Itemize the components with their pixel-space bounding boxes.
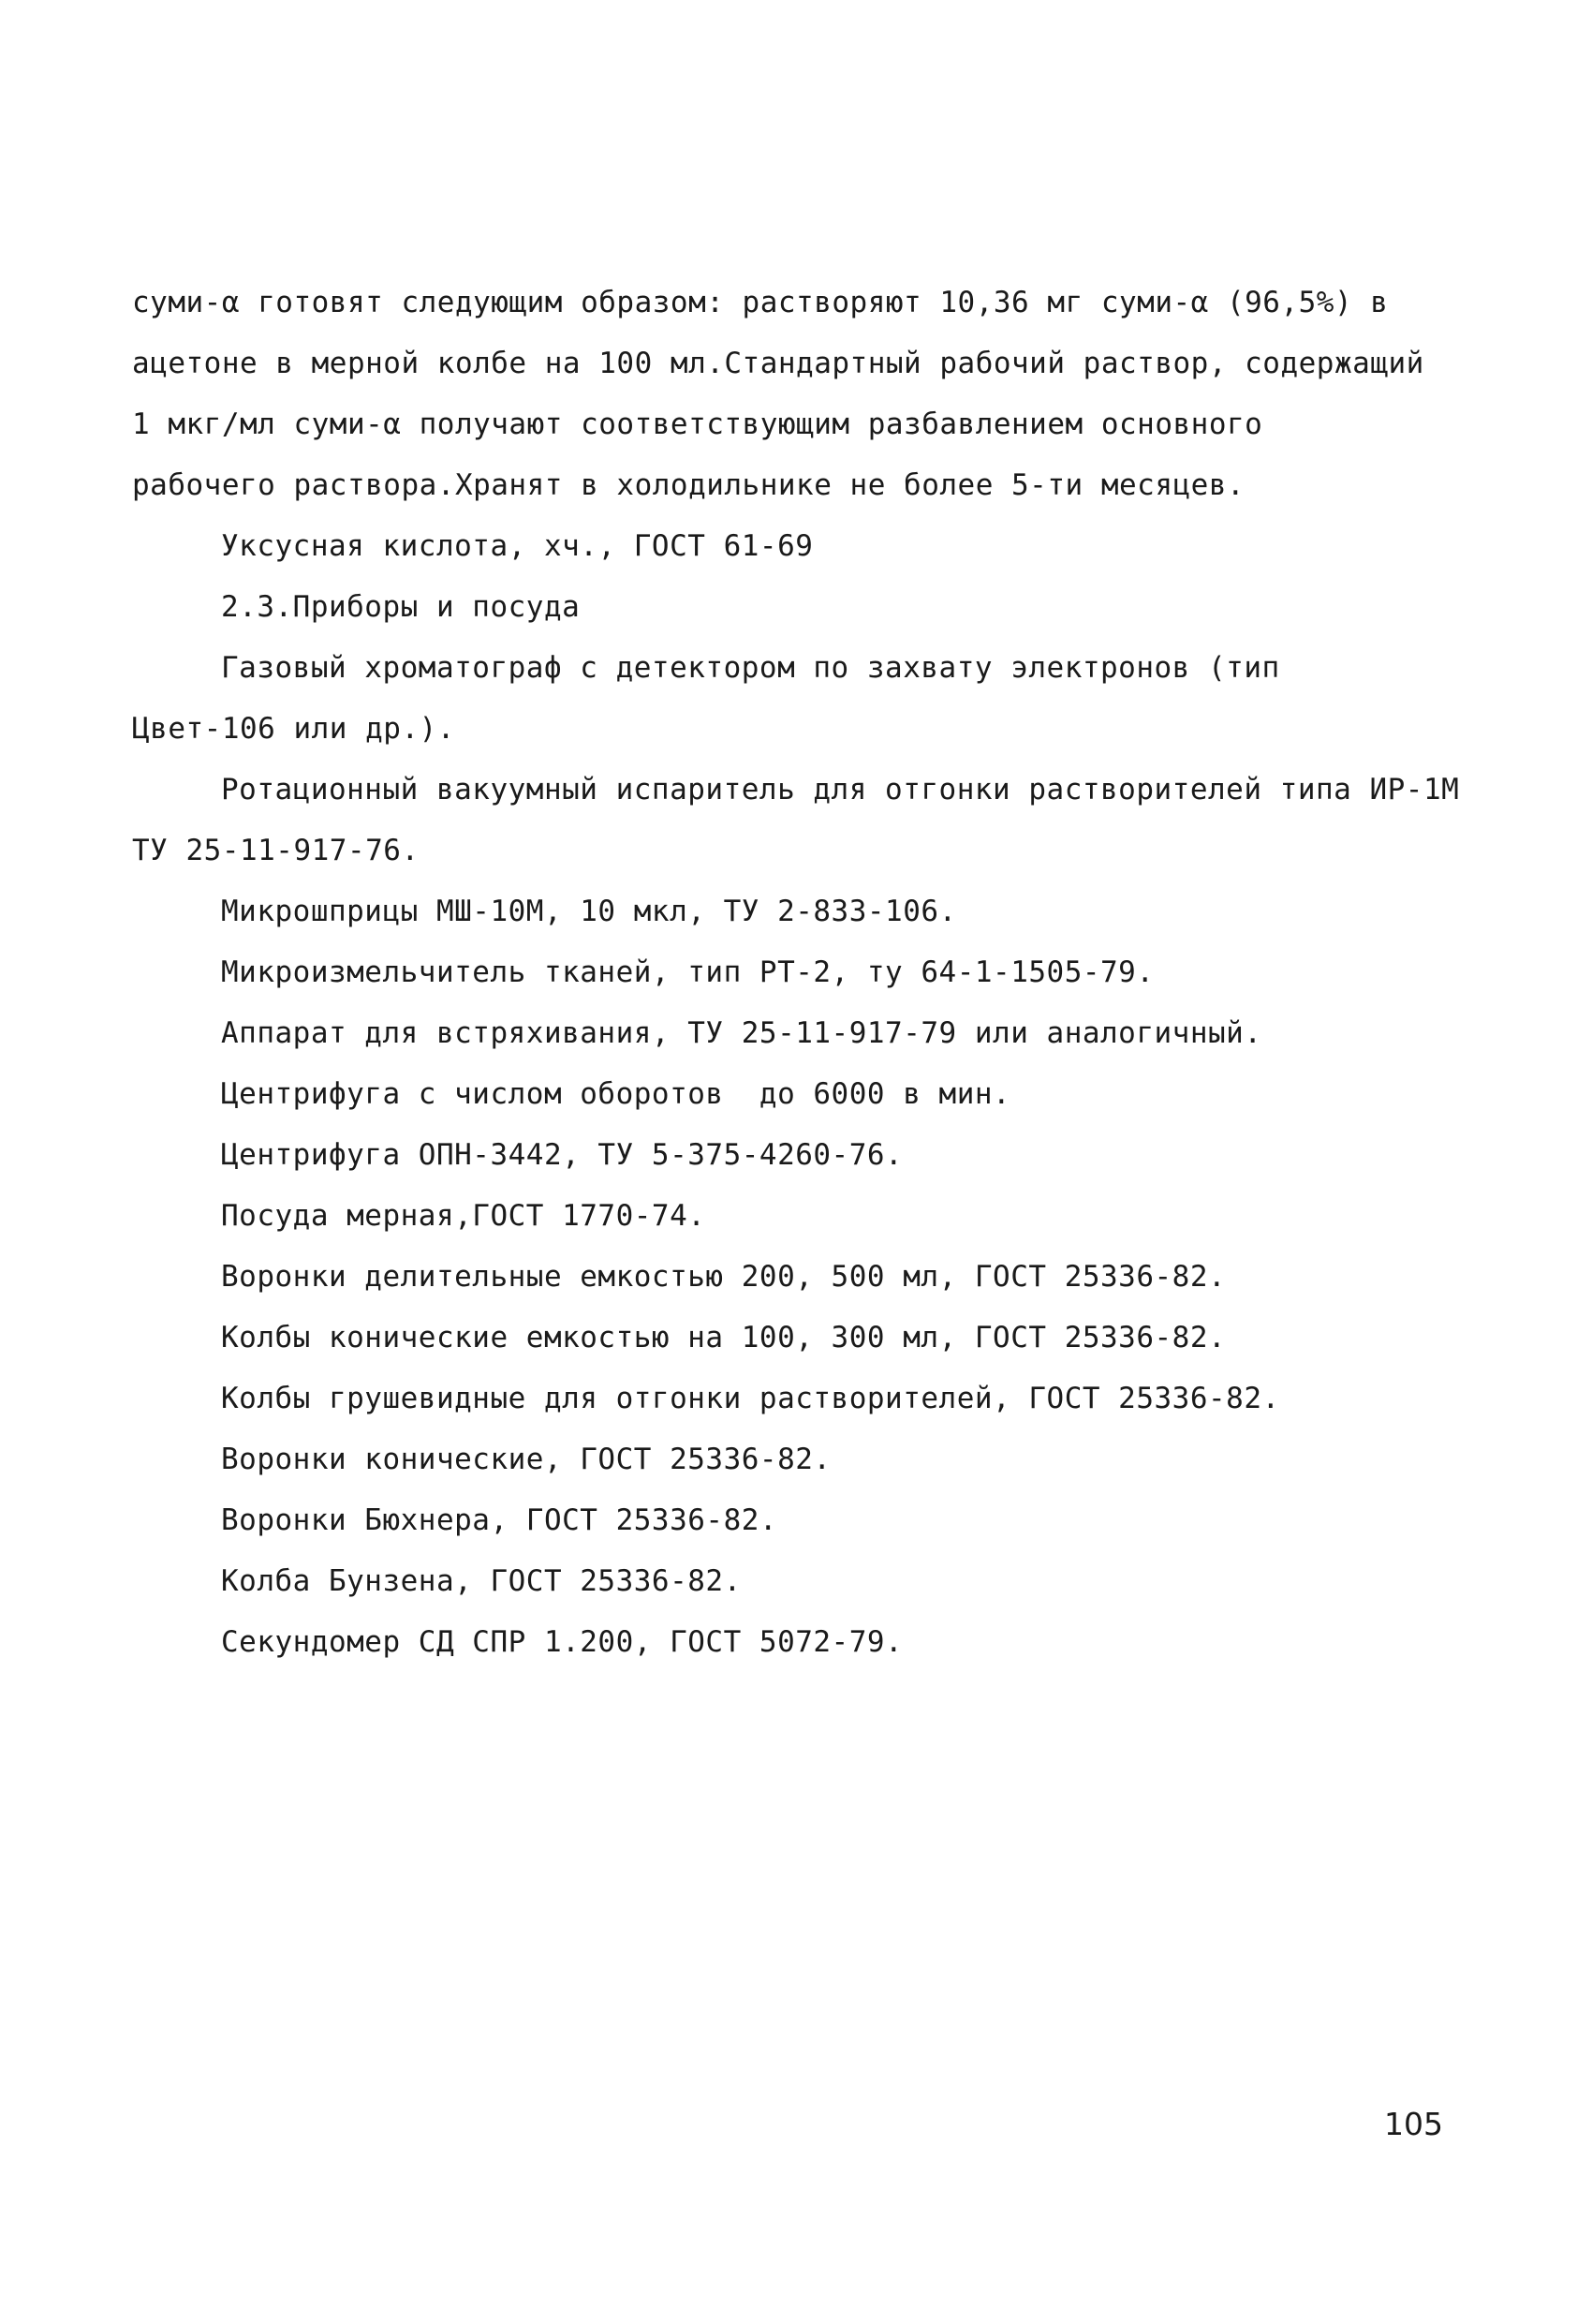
equipment-line: Газовый хроматограф с детектором по захвату электронов (тип (221, 651, 1280, 685)
section-heading: 2.3.Приборы и посуда (221, 590, 581, 624)
equipment-list-item: Секундомер СД СПР 1.200, ГОСТ 5072-79. (221, 1625, 904, 1659)
equipment-line: Цвет-106 или др.). (132, 712, 455, 746)
equipment-list-item: Воронки конические, ГОСТ 25336-82. (221, 1443, 832, 1476)
equipment-list-item: Центрифуга с числом оборотов до 6000 в мин. (221, 1077, 1011, 1111)
equipment-list-item: Колба Бунзена, ГОСТ 25336-82. (221, 1564, 742, 1598)
paragraph-line: 1 мкг/мл суми-α получают соответствующим разбавлением основного (132, 407, 1263, 441)
equipment-line: Ротационный вакуумный испаритель для отгонки растворителей типа ИР-1М (221, 773, 1460, 807)
equipment-list-item: Воронки Бюхнера, ГОСТ 25336-82. (221, 1503, 778, 1537)
reagent-line: Уксусная кислота, хч., ГОСТ 61-69 (221, 529, 814, 563)
paragraph-line: суми-α готовят следующим образом: растворяют 10,36 мг суми-α (96,5%) в (132, 286, 1389, 319)
equipment-list-item: Колбы грушевидные для отгонки растворителей, ГОСТ 25336-82. (221, 1382, 1280, 1415)
paragraph-line: ацетоне в мерной колбе на 100 мл.Стандартный рабочий раствор, содержащий (132, 347, 1424, 380)
equipment-list-item: Аппарат для встряхивания, ТУ 25-11-917-79 или аналогичный. (221, 1016, 1262, 1050)
equipment-list-item: Центрифуга ОПН-3442, ТУ 5-375-4260-76. (221, 1138, 904, 1172)
equipment-line: ТУ 25-11-917-76. (132, 834, 420, 867)
equipment-list-item: Микрошприцы МШ-10М, 10 мкл, ТУ 2-833-106. (221, 895, 957, 928)
page-number: 105 (1384, 2106, 1443, 2142)
equipment-list-item: Посуда мерная,ГОСТ 1770-74. (221, 1199, 706, 1233)
equipment-list-item: Колбы конические емкостью на 100, 300 мл, ГОСТ 25336-82. (221, 1321, 1227, 1354)
equipment-list-item: Микроизмельчитель тканей, тип РТ-2, ту 64-1-1505-79. (221, 955, 1155, 989)
paragraph-line: рабочего раствора.Хранят в холодильнике не более 5-ти месяцев. (132, 468, 1246, 502)
equipment-list-item: Воронки делительные емкостью 200, 500 мл, ГОСТ 25336-82. (221, 1260, 1227, 1294)
